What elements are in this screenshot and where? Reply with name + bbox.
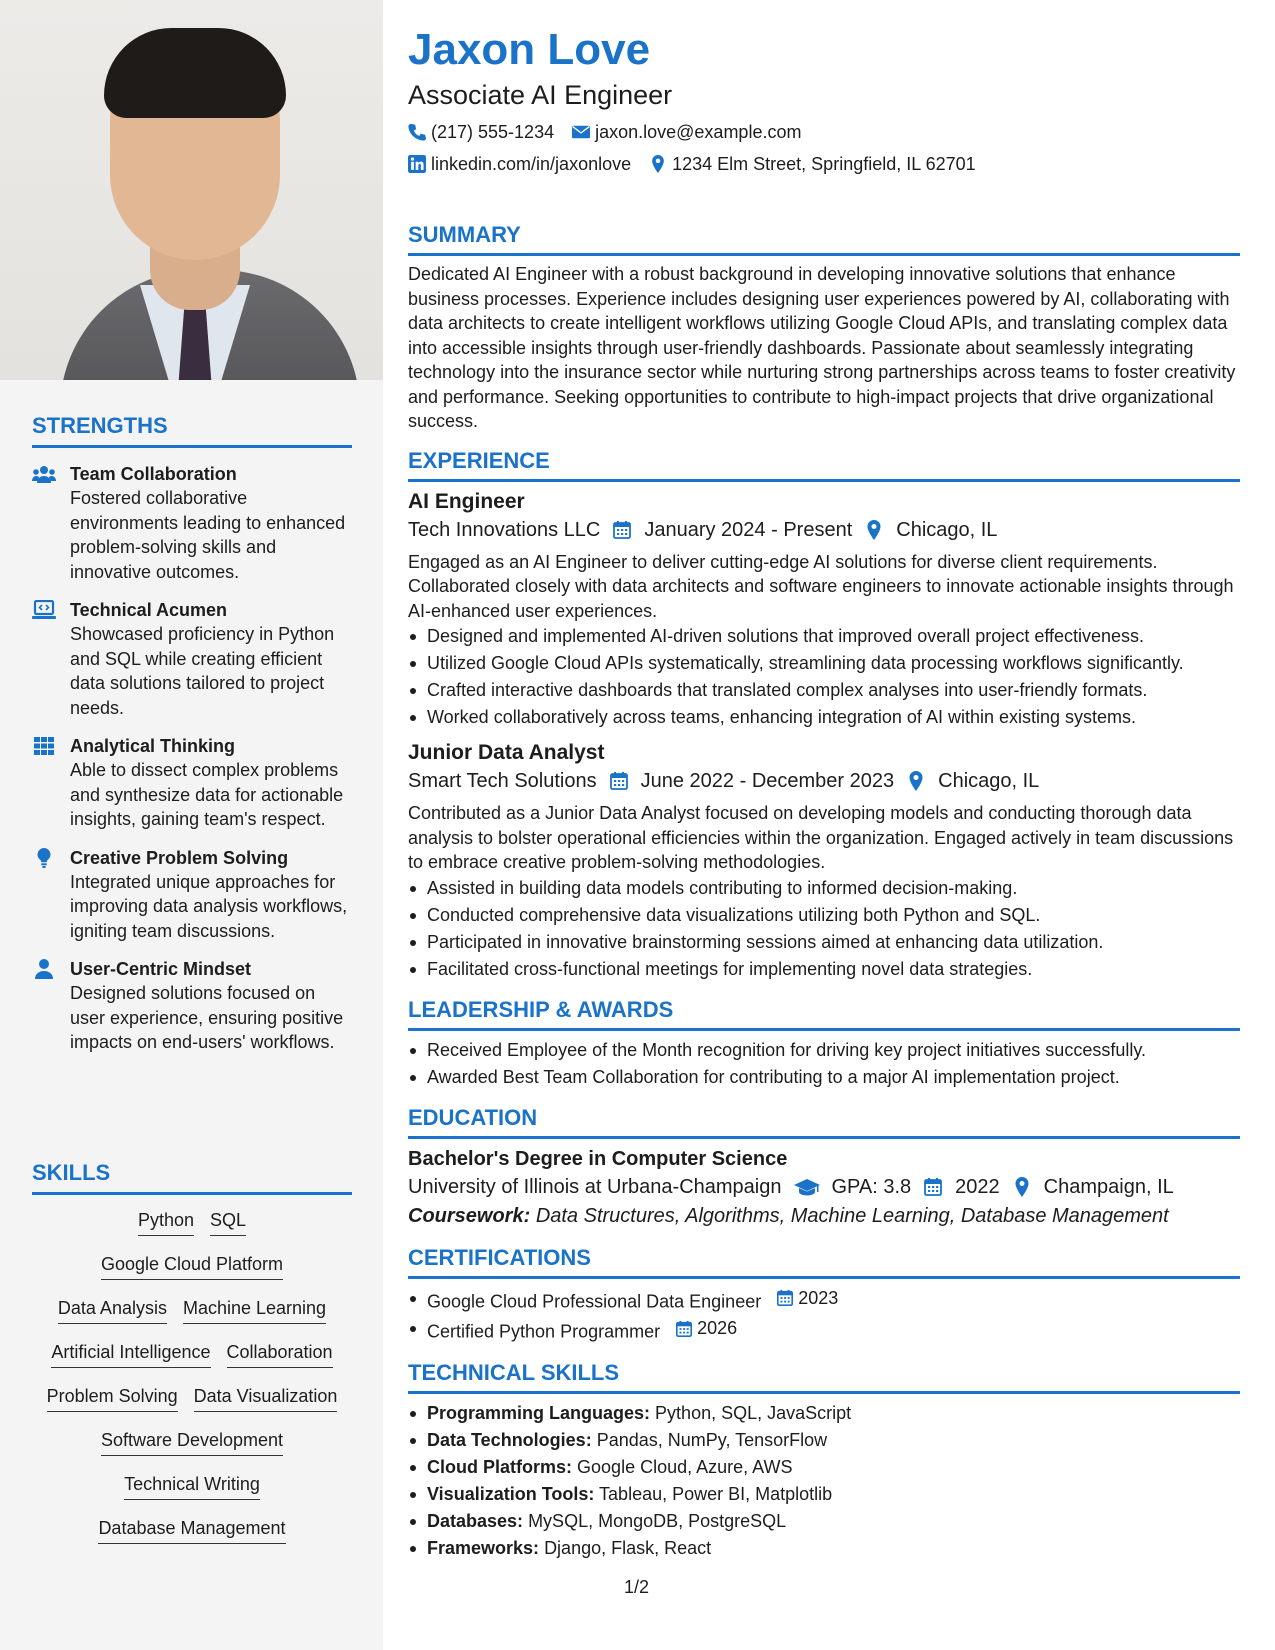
tech-label: Visualization Tools: [427,1483,595,1504]
coursework-label: Coursework: [408,1204,531,1227]
calendar-icon [609,771,629,791]
map-pin-icon [1012,1177,1032,1197]
job-dates: June 2022 - December 2023 [640,770,895,792]
calendar-icon [612,520,632,540]
list-item: Crafted interactive dashboards that translated complex analyses into user-friendly formats. [408,677,1240,704]
job-entry [408,739,1240,983]
map-pin-icon [864,520,884,540]
user-icon [32,959,56,979]
skills-section [32,1160,352,1561]
calendar-icon [776,1289,794,1307]
list-item [408,1454,1240,1481]
tech-label: Programming Languages: [427,1402,651,1423]
strength-desc: Showcased proficiency in Python and SQL while creating efficient data solutions tailored to project needs. [70,624,335,718]
skill-tag: Artificial Intelligence [51,1341,210,1368]
list-item: Participated in innovative brainstorming sessions aimed at enhancing data utilization. [408,929,1240,956]
phone-text: (217) 555-1234 [431,122,555,142]
list-item [408,1535,1240,1562]
gpa-text: GPA: 3.8 [831,1175,912,1198]
address-contact [649,152,976,176]
strength-item [32,598,352,720]
awards-list [408,1037,1240,1091]
strength-desc: Fostered collaborative environments leading to enhanced problem-solving skills and innovative outcomes. [70,488,346,582]
skill-tag: Python [138,1209,194,1236]
skill-tag: Technical Writing [124,1473,260,1500]
technical-skills-heading: TECHNICAL SKILLS [408,1360,1240,1394]
tech-value: Tableau, Power BI, Matplotlib [599,1483,833,1504]
job-bullets [408,875,1240,983]
education-meta [408,1173,1240,1201]
email-contact[interactable] [572,120,801,144]
strength-desc: Able to dissect complex problems and synthesize data for actionable insights, gaining team's respect. [70,760,344,829]
cert-name: Certified Python Programmer [427,1321,661,1342]
linkedin-text: linkedin.com/in/jaxonlove [431,154,632,174]
list-item: Facilitated cross-functional meetings for implementing novel data strategies. [408,956,1240,983]
list-item: Worked collaboratively across teams, enhancing integration of AI within existing systems. [408,704,1240,731]
page-number: 1/2 [624,1577,650,1597]
summary-text: Dedicated AI Engineer with a robust background in developing innovative solutions that enhance business processes. Experience includes designing user experiences powered by AI, collaborating with data architects to create intelligent workflows utilizing Google Cloud APIs, and translating complex data into accessible insights through user-friendly dashboards. Passionate about seamlessly integrating technology into the insurance sector while nurturing strong partnerships across teams to foster creativity and performance. Seeking opportunities to contribute to high-impact projects that drive organizational success. [408,264,1236,431]
phone-icon [408,123,426,141]
calendar-icon [923,1177,943,1197]
skill-tag: Data Analysis [58,1297,167,1324]
address-text: 1234 Elm Street, Springfield, IL 62701 [672,154,976,174]
strength-title: Analytical Thinking [70,736,236,756]
map-pin-icon [649,155,667,173]
cert-name: Google Cloud Professional Data Engineer [427,1291,762,1311]
skill-tag: Problem Solving [47,1385,178,1412]
skill-tag: Database Management [98,1517,285,1544]
strength-desc: Designed solutions focused on user experience, ensuring positive impacts on end-users' workflows. [70,983,344,1052]
lightbulb-icon [32,848,56,868]
skills-list [32,1209,352,1544]
calendar-icon [675,1320,693,1338]
education-section [408,1105,1240,1231]
list-item: Received Employee of the Month recognition for driving key project initiatives successfully. [408,1037,1240,1064]
certifications-list [408,1285,1240,1346]
tech-value: MySQL, MongoDB, PostgreSQL [528,1510,787,1531]
laptop-code-icon [32,600,56,620]
linkedin-contact[interactable] [408,152,631,176]
awards-section [408,997,1240,1091]
job-location: Chicago, IL [938,770,1040,792]
coursework [408,1201,1240,1231]
strength-title: Technical Acumen [70,600,228,620]
skill-tag: Software Development [101,1429,283,1456]
coursework-text: Data Structures, Algorithms, Machine Learning, Database Management [535,1204,1169,1227]
school-location: Champaign, IL [1043,1175,1174,1198]
education-heading: EDUCATION [408,1105,1240,1139]
list-item [408,1508,1240,1535]
tech-value: Python, SQL, JavaScript [655,1402,852,1423]
strength-item [32,957,352,1055]
technical-skills-section [408,1360,1240,1562]
list-item [408,1481,1240,1508]
job-description: Contributed as a Junior Data Analyst focused on developing models and conducting thorough data analysis to bolster operational efficiencies within the organization. Engaged actively in team discussions to embrace creative problem-solving methodologies. [408,803,1234,872]
list-item: Utilized Google Cloud APIs systematically, streamlining data processing workflows significantly. [408,650,1240,677]
tech-label: Cloud Platforms: [427,1456,573,1477]
technical-skills-list [408,1400,1240,1562]
tech-value: Google Cloud, Azure, AWS [577,1456,793,1477]
tech-label: Frameworks: [427,1537,540,1558]
strength-desc: Integrated unique approaches for improving data analysis workflows, igniting team discussions. [70,871,348,941]
profile-photo [0,0,383,380]
map-pin-icon [906,771,926,791]
phone-contact[interactable] [408,120,554,144]
job-location: Chicago, IL [896,518,998,541]
skills-heading: SKILLS [32,1160,352,1195]
strengths-section [32,413,352,1055]
envelope-icon [572,123,590,141]
strength-title: Creative Problem Solving [70,847,289,868]
candidate-name: Jaxon Love [408,25,651,74]
job-title: AI Engineer [408,489,525,513]
skill-tag: SQL [210,1209,246,1236]
summary-section [408,222,1240,434]
skill-tag: Data Visualization [194,1385,338,1412]
strength-title: User-Centric Mindset [70,959,252,979]
list-item: Awarded Best Team Collaboration for contributing to a major AI implementation project. [408,1064,1240,1091]
certifications-section [408,1245,1240,1346]
contact-row-2 [408,152,1240,176]
job-description: Engaged as an AI Engineer to deliver cutting-edge AI solutions for diverse client requirements. Collaborated closely with data architects and software engineers to innovate actionable insights through AI-enhanced user experiences. [408,551,1234,621]
candidate-title: Associate AI Engineer [408,80,673,110]
school-name: University of Illinois at Urbana-Champaign [408,1175,782,1198]
job-dates: January 2024 - Present [644,518,853,541]
skill-tag: Collaboration [227,1341,333,1368]
tech-value: Pandas, NumPy, TensorFlow [596,1429,828,1450]
linkedin-icon [408,155,426,173]
job-company: Tech Innovations LLC [408,518,601,541]
list-item [408,1315,1240,1346]
list-item [408,1427,1240,1454]
list-item: Conducted comprehensive data visualizations utilizing both Python and SQL. [408,902,1240,929]
main-content [408,0,1240,1562]
sidebar [0,0,383,1650]
job-meta [408,516,1240,544]
grid-icon [32,736,56,756]
experience-heading: EXPERIENCE [408,448,1240,482]
list-item [408,1400,1240,1427]
graduation-year: 2022 [955,1175,1000,1198]
certifications-heading: CERTIFICATIONS [408,1245,1240,1279]
list-item: Designed and implemented AI-driven solutions that improved overall project effectiveness. [408,623,1240,650]
strength-item [32,846,352,944]
cert-year: 2023 [798,1287,839,1308]
strength-title: Team Collaboration [70,464,237,484]
list-item: Assisted in building data models contributing to informed decision-making. [408,875,1240,902]
degree-title: Bachelor's Degree in Computer Science [408,1147,788,1170]
email-text: jaxon.love@example.com [595,122,802,142]
job-title: Junior Data Analyst [408,741,605,764]
awards-heading: LEADERSHIP & AWARDS [408,997,1240,1031]
strengths-heading: STRENGTHS [32,413,352,448]
job-bullets [408,623,1240,731]
strength-item [32,462,352,584]
experience-section [408,448,1240,983]
job-entry [408,488,1240,732]
users-icon [32,464,56,484]
skill-tag: Machine Learning [183,1297,326,1324]
cert-year: 2026 [697,1318,738,1338]
skill-tag: Google Cloud Platform [101,1253,283,1280]
strength-item [32,734,352,832]
graduation-cap-icon [794,1177,820,1197]
summary-heading: SUMMARY [408,222,1240,256]
contact-row [408,120,1240,144]
list-item [408,1285,1240,1316]
tech-label: Data Technologies: [427,1429,592,1450]
tech-value: Django, Flask, React [544,1537,712,1558]
job-meta [408,767,1240,795]
tech-label: Databases: [427,1510,524,1531]
job-company: Smart Tech Solutions [408,770,597,792]
